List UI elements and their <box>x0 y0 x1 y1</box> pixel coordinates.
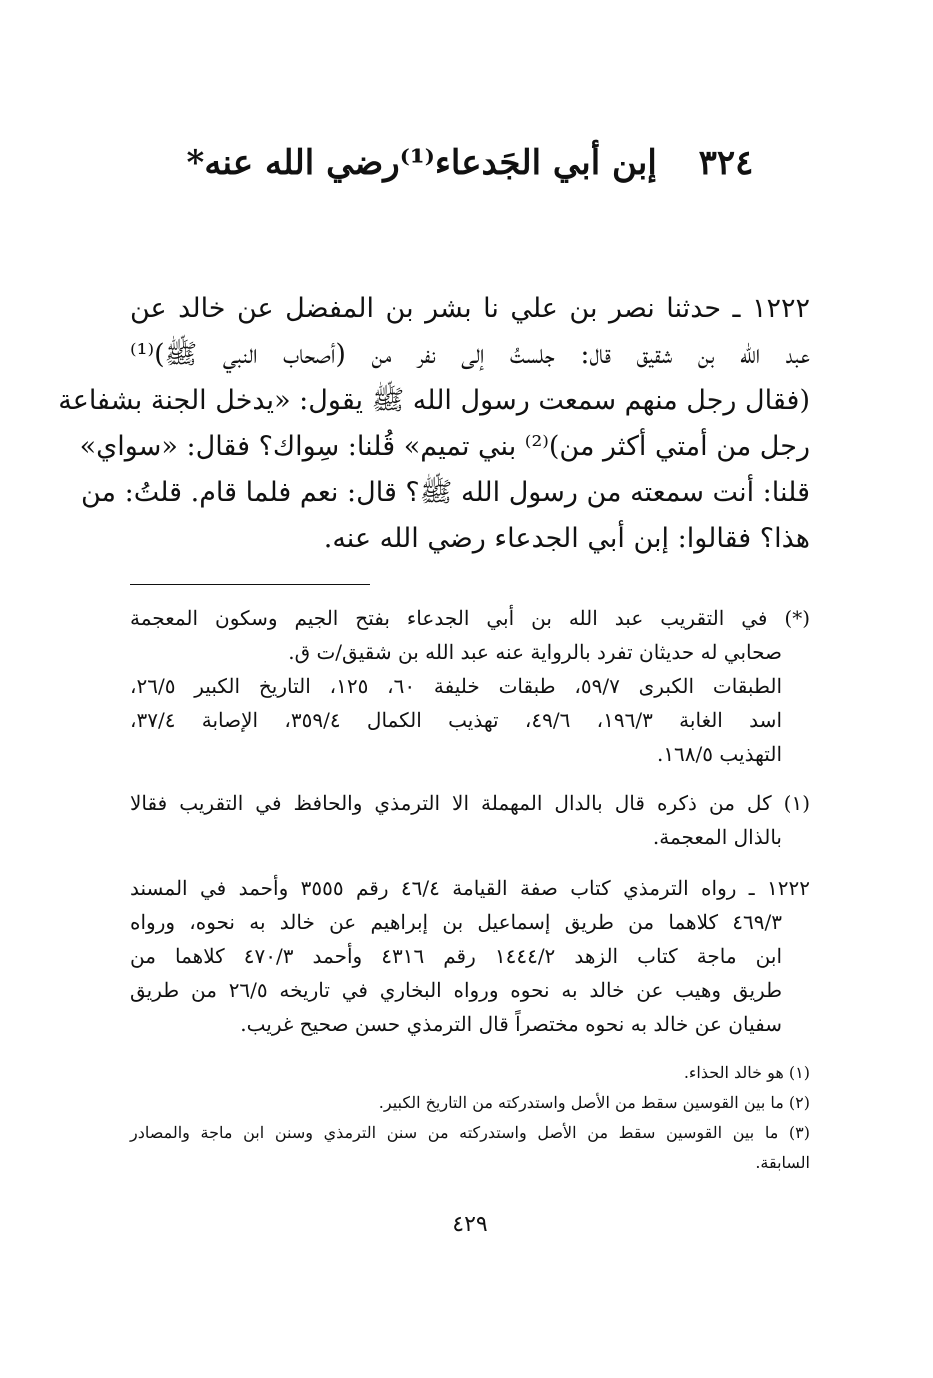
book-page <box>58 0 810 1378</box>
bottom-footnote-line: (٢) ما بين القوسين سقط من الأصل واستدركته من التاريخ الكبير. <box>378 1093 810 1112</box>
footnote-line: اسد الغابة ١٩٦/٣، ٤٩/٦، تهذيب الكمال ٣٥٩/٤، الإصابة ٣٧/٤، <box>130 708 782 732</box>
bottom-footnote-line: (١) هو خالد الحذاء. <box>683 1063 810 1082</box>
footnote-line: الطبقات الكبرى ٥٩/٧، طبقات خليفة ٦٠، ١٢٥، التاريخ الكبير ٢٦/٥، <box>130 674 783 698</box>
bottom-footnote-line: (٣) ما بين القوسين سقط من الأصل واستدركته من سنن الترمذي وسنن ابن ماجة والمصادر <box>130 1123 810 1142</box>
footnote-line: التهذيب ١٦٨/٥. <box>656 742 782 766</box>
hadith-text <box>58 286 810 562</box>
footnote-separator <box>130 584 370 585</box>
chapter-title <box>130 143 810 183</box>
footnote-line: (*) في التقريب عبد الله بن أبي الجدعاء بفتح الجيم وسكون المعجمة <box>130 606 810 630</box>
takhrij-line: ٤٦٩/٣ كلاهما من طريق إسماعيل بن إبراهيم عن خالد به نحوه، ورواه <box>130 910 782 934</box>
footnote-line: (١) كل من ذكره قال بالدال المهملة الا الترمذي والحافظ في التقريب فقالا <box>130 791 810 815</box>
hadith-line: (فقال رجل منهم سمعت رسول الله ﷺ يقول: «يدخل الجنة بشفاعة <box>58 385 810 416</box>
takhrij-line: ١٢٢٢ ـ رواه الترمذي كتاب صفة القيامة ٤٦/٤ رقم ٣٥٥٥ وأحمد في المسند <box>130 876 810 900</box>
page-number: ٤٢٩ <box>452 1212 488 1237</box>
chapter-number: ٣٢٤ <box>698 143 754 183</box>
hadith-line: عبد الله بن شقيق قال: جلستُ إلى نفر من (أصحاب النبي ﷺ)⁽¹⁾ <box>130 339 810 370</box>
hadith-line: قلنا: أنت سمعته من رسول الله ﷺ؟ قال: نعم فلما قام. قلتُ: من <box>81 477 810 508</box>
bottom-footnote-line: السابقة. <box>755 1153 810 1172</box>
footnote-star <box>130 601 810 771</box>
takhrij-line: طريق وهيب عن خالد به نحوه ورواه البخاري في تاريخه ٢٦/٥ من طريق <box>130 978 782 1002</box>
takhrij-line: ابن ماجة كتاب الزهد ١٤٤٤/٢ رقم ٤٣١٦ وأحمد ٤٧٠/٣ كلاهما من <box>130 944 782 968</box>
chapter-title-text: إبن أبي الجَدعاء⁽¹⁾رضي الله عنه* <box>186 143 657 183</box>
footnote-line: صحابي له حديثان تفرد بالرواية عنه عبد الله بن شقيق/ت ق. <box>288 640 782 664</box>
hadith-line: ١٢٢٢ ـ حدثنا نصر بن علي نا بشر بن المفضل عن خالد عن <box>130 293 810 324</box>
hadith-line: رجل من أمتي أكثر من)⁽²⁾ بني تميم» قُلنا: سِواك؟ فقال: «سواي» <box>79 431 810 462</box>
footnote-line: بالذال المعجمة. <box>652 825 782 849</box>
hadith-line: هذا؟ فقالوا: إبن أبي الجدعاء رضي الله عنه. <box>323 523 810 554</box>
bottom-footnotes <box>130 1058 810 1178</box>
footnote-1 <box>130 786 810 854</box>
takhrij-line: سفيان عن خالد به نحوه مختصراً قال الترمذي حسن صحيح غريب. <box>240 1012 782 1036</box>
takhrij-note <box>130 871 810 1041</box>
